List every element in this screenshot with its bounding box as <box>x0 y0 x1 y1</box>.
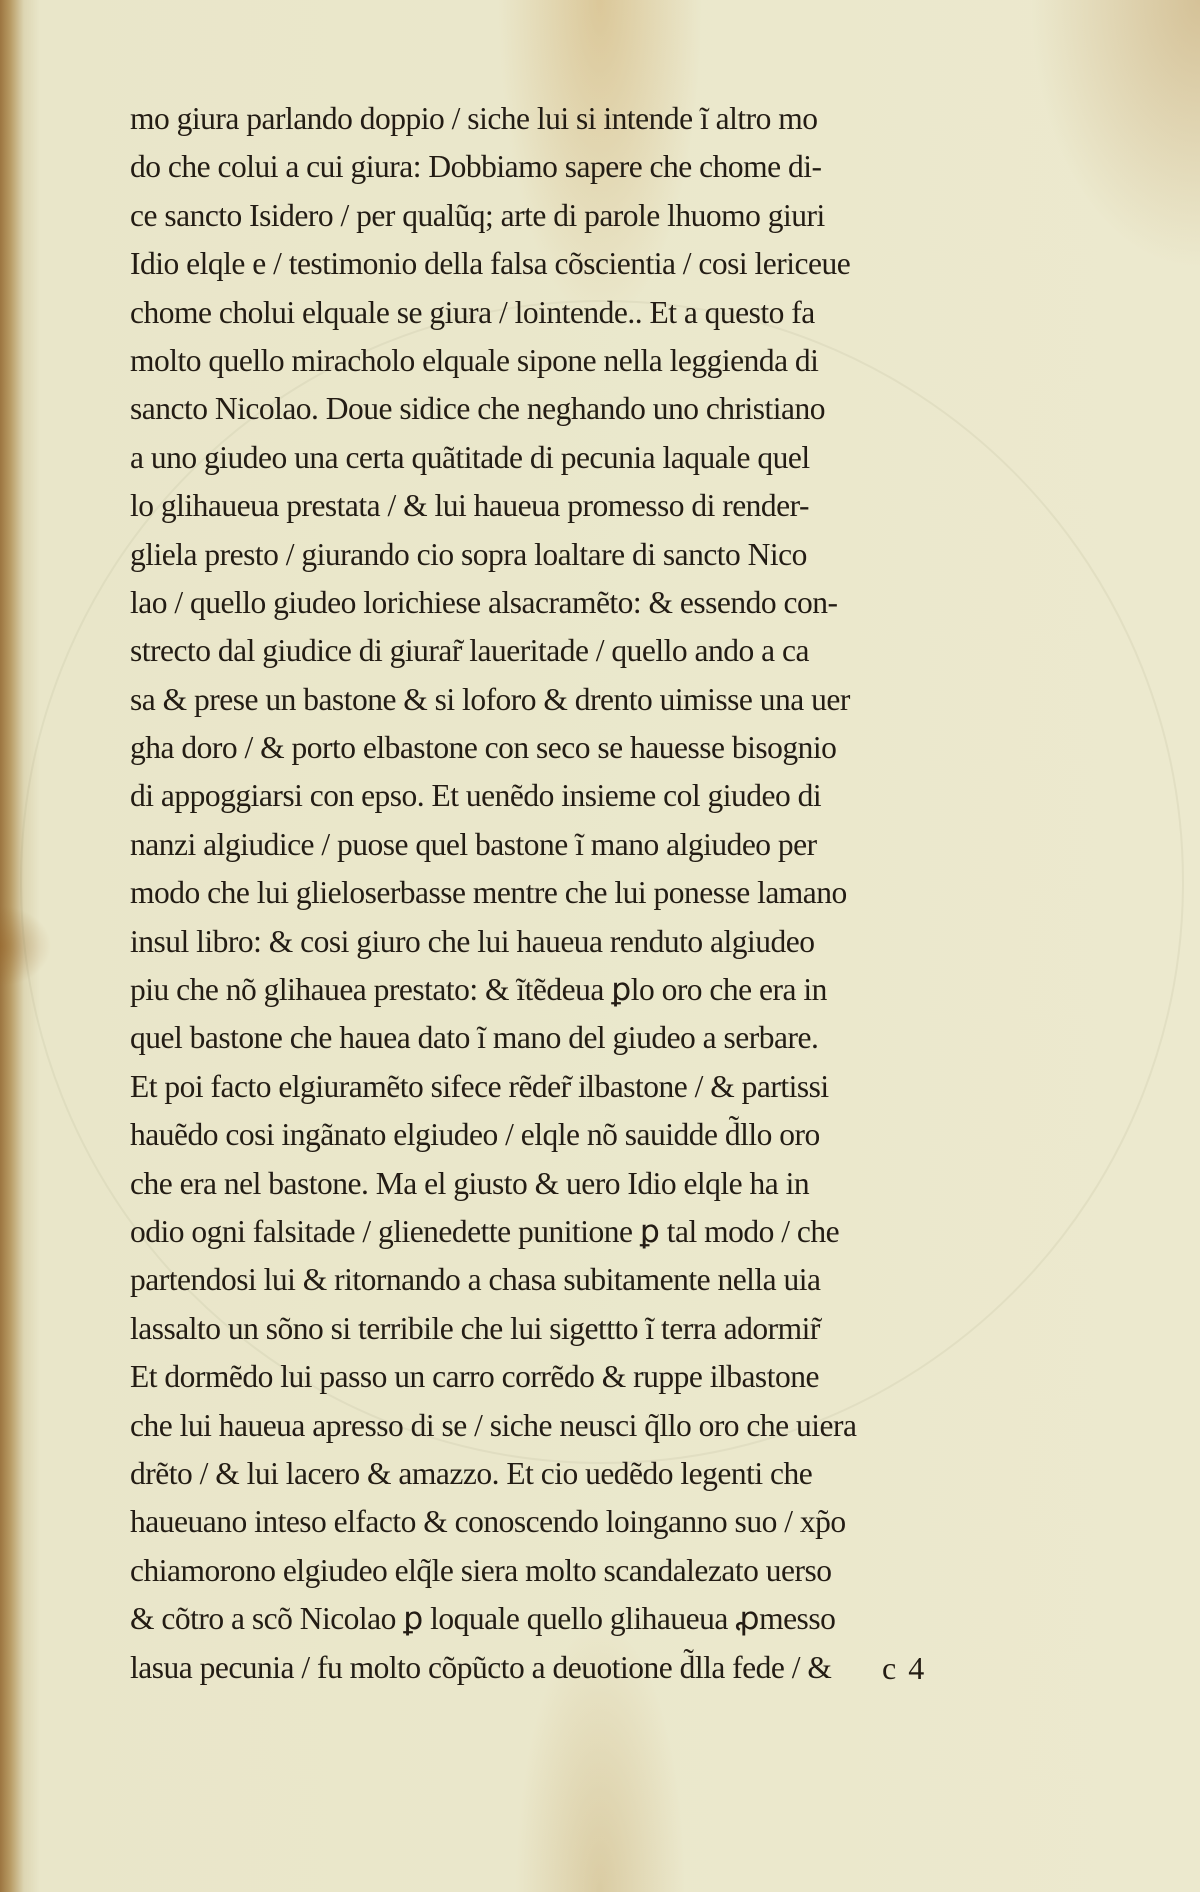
text-line: modo che lui glieloserbasse mentre che lui ponesse lamano <box>130 875 847 911</box>
text-line: do che colui a cui giura: Dobbiamo sapere che chome di- <box>130 149 822 185</box>
text-line: gha doro / & porto elbastone con seco se hauesse bisognio <box>130 730 837 766</box>
text-line: mo giura parlando doppio / siche lui si intende ĩ altro mo <box>130 101 818 136</box>
text-line: lao / quello giudeo lorichiese alsacramẽto: & essendo con- <box>130 584 838 620</box>
text-block <box>130 95 1010 1692</box>
text-line: che lui haueua apresso di se / siche neusci q̃llo oro che uiera <box>130 1407 857 1443</box>
text-line: strecto dal giudice di giurar̃ laueritade / quello ando a ca <box>130 633 809 669</box>
text-line: Et dormẽdo lui passo un carro corrẽdo & ruppe ilbastone <box>130 1359 819 1395</box>
text-line: partendosi lui & ritornando a chasa subitamente nella uia <box>130 1262 821 1298</box>
signature-mark: c 4 <box>882 1650 927 1686</box>
text-line: sancto Nicolao. Doue sidice che neghando uno christiano <box>130 391 826 427</box>
text-line: chome cholui elquale se giura / lointende.. Et a questo fa <box>130 294 815 330</box>
text-line: piu che nõ glihauea prestato: & ĩtẽdeua ꝑlo oro che era in <box>130 972 827 1008</box>
text-line: lo glihaueua prestata / & lui haueua promesso di render- <box>130 488 810 524</box>
text-line: Idio elqle e / testimonio della falsa cõscientia / cosi lericeue <box>130 246 851 282</box>
text-line: nanzi algiudice / puose quel bastone ĩ mano algiudeo per <box>130 826 817 862</box>
text-line: Et poi facto elgiuramẽto sifece rẽder̃ ilbastone / & partissi <box>130 1068 829 1104</box>
text-line: a uno giudeo una certa quãtitade di pecunia laquale quel <box>130 439 810 475</box>
text-line: & cõtro a scõ Nicolao ꝑ loquale quello glihaueua ꝓmesso <box>130 1601 836 1637</box>
text-line: lassalto un sõno si terribile che lui sigettto ĩ terra adormir̃ <box>130 1310 820 1346</box>
text-line: sa & prese un bastone & si loforo & drento uimisse una uer <box>130 681 850 717</box>
text-line: hauẽdo cosi ingãnato elgiudeo / elqle nõ sauidde d̃llo oro <box>130 1117 820 1153</box>
text-line: quel bastone che hauea dato ĩ mano del giudeo a serbare. <box>130 1020 819 1056</box>
text-line: che era nel bastone. Ma el giusto & uero Idio elqle ha in <box>130 1165 810 1201</box>
text-line: insul libro: & cosi giuro che lui haueua renduto algiudeo <box>130 923 815 959</box>
text-line: di appoggiarsi con epso. Et uenẽdo insieme col giudeo di <box>130 778 822 814</box>
text-line: gliela presto / giurando cio sopra loaltare di sancto Nico <box>130 536 807 572</box>
text-line: chiamorono elgiudeo elq̃le siera molto scandalezato uerso <box>130 1552 832 1588</box>
text-line: drẽto / & lui lacero & amazzo. Et cio uedẽdo legenti che <box>130 1455 813 1491</box>
text-line: haueuano inteso elfacto & conoscendo loinganno suo / xp̃o <box>130 1504 846 1540</box>
text-line: lasua pecunia / fu molto cõpũcto a deuotione d̃lla fede / & <box>130 1649 832 1685</box>
text-line: molto quello miracholo elquale sipone nella leggienda di <box>130 342 819 378</box>
text-line: ce sancto Isidero / per qualũq; arte di parole lhuomo giuri <box>130 197 825 233</box>
text-line: odio ogni falsitade / glienedette punitione ꝑ tal modo / che <box>130 1213 840 1249</box>
